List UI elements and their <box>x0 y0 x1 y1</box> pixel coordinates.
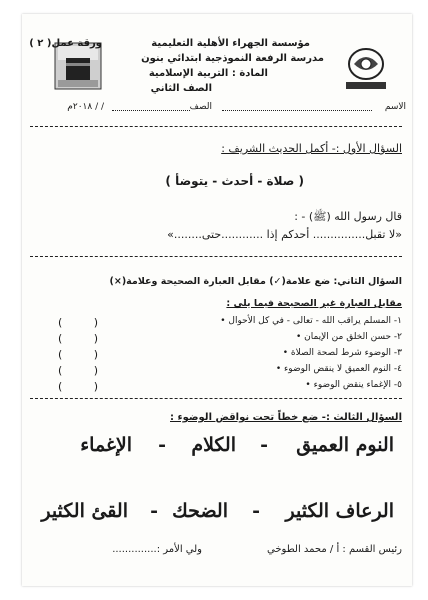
question-1-options: ( صلاة - أحدث - يتوضأ ) <box>165 174 304 188</box>
separator: - <box>260 434 268 456</box>
divider <box>30 256 402 257</box>
option-laughing[interactable]: الضحك <box>172 500 228 522</box>
student-name-label: الاسم <box>384 102 406 112</box>
question-3-title: السؤال الثالث :- ضع خطاً تحت نواقض الوضوء : <box>170 412 402 423</box>
separator: - <box>150 500 158 522</box>
statement-4: ٤- النوم العميق لا ينقض الوضوء • <box>275 364 402 374</box>
date-label: / / ٢٠١٨م <box>67 102 104 112</box>
statement-5: ٥- الإغماء ينقض الوضوء • <box>305 380 402 390</box>
question-1-title: السؤال الأول :- أكمل الحديث الشريف : <box>221 142 402 155</box>
statement-1: ١- المسلم يراقب الله - تعالى - في كل الأحوال • <box>220 316 402 326</box>
answer-box-2[interactable]: ( ) <box>58 332 113 345</box>
question-2-subtitle: مقابل العبارة غير الصحيحة فيما يلي : <box>226 298 402 309</box>
answer-box-1[interactable]: ( ) <box>58 316 113 329</box>
worksheet-number: ورقة عمل( ٢ ) <box>29 38 102 49</box>
statement-3: ٣- الوضوء شرط لصحة الصلاة • <box>282 348 402 358</box>
separator: - <box>252 500 260 522</box>
option-talking[interactable]: الكلام <box>191 434 236 456</box>
worksheet-page <box>22 14 412 586</box>
answer-box-3[interactable]: ( ) <box>58 348 113 361</box>
department-head: رئيس القسم : أ / محمد الطوخي <box>267 544 402 555</box>
hadith-intro: قال رسول الله (ﷺ) - : <box>294 210 402 223</box>
option-heavy-nosebleed[interactable]: الرعاف الكثير <box>285 500 394 522</box>
organization-name: مؤسسة الجهراء الأهلية التعليمية <box>151 38 310 49</box>
school-emblem-icon <box>340 42 392 92</box>
divider <box>30 126 402 127</box>
student-name-field[interactable] <box>222 110 372 111</box>
subject-label: المادة : التربية الإسلامية <box>148 68 268 79</box>
option-fainting[interactable]: الإغماء <box>80 434 132 456</box>
guardian-signature[interactable]: ولي الأمر :.............. <box>112 544 202 555</box>
grade-label: الصف الثاني <box>150 83 212 94</box>
statement-2: ٢- حسن الخلق من الإيمان • <box>295 332 402 342</box>
option-heavy-vomiting[interactable]: القئ الكثير <box>41 500 128 522</box>
kaaba-image <box>54 42 102 90</box>
divider <box>30 398 402 399</box>
option-deep-sleep[interactable]: النوم العميق <box>296 434 394 456</box>
separator: - <box>158 434 166 456</box>
hadith-text[interactable]: «لا تقبل............... أحدكم إذا ............حتى........» <box>167 228 402 241</box>
answer-box-5[interactable]: ( ) <box>58 380 113 393</box>
school-name: مدرسة الرفعة النموذجية ابتدائي بنون <box>141 53 324 64</box>
class-label: الصف <box>189 102 212 112</box>
class-field[interactable] <box>112 110 190 111</box>
question-2-title: السؤال الثاني: ضع علامة(✓) مقابل العبارة الصحيحة وعلامة(×) <box>109 276 402 287</box>
answer-box-4[interactable]: ( ) <box>58 364 113 377</box>
